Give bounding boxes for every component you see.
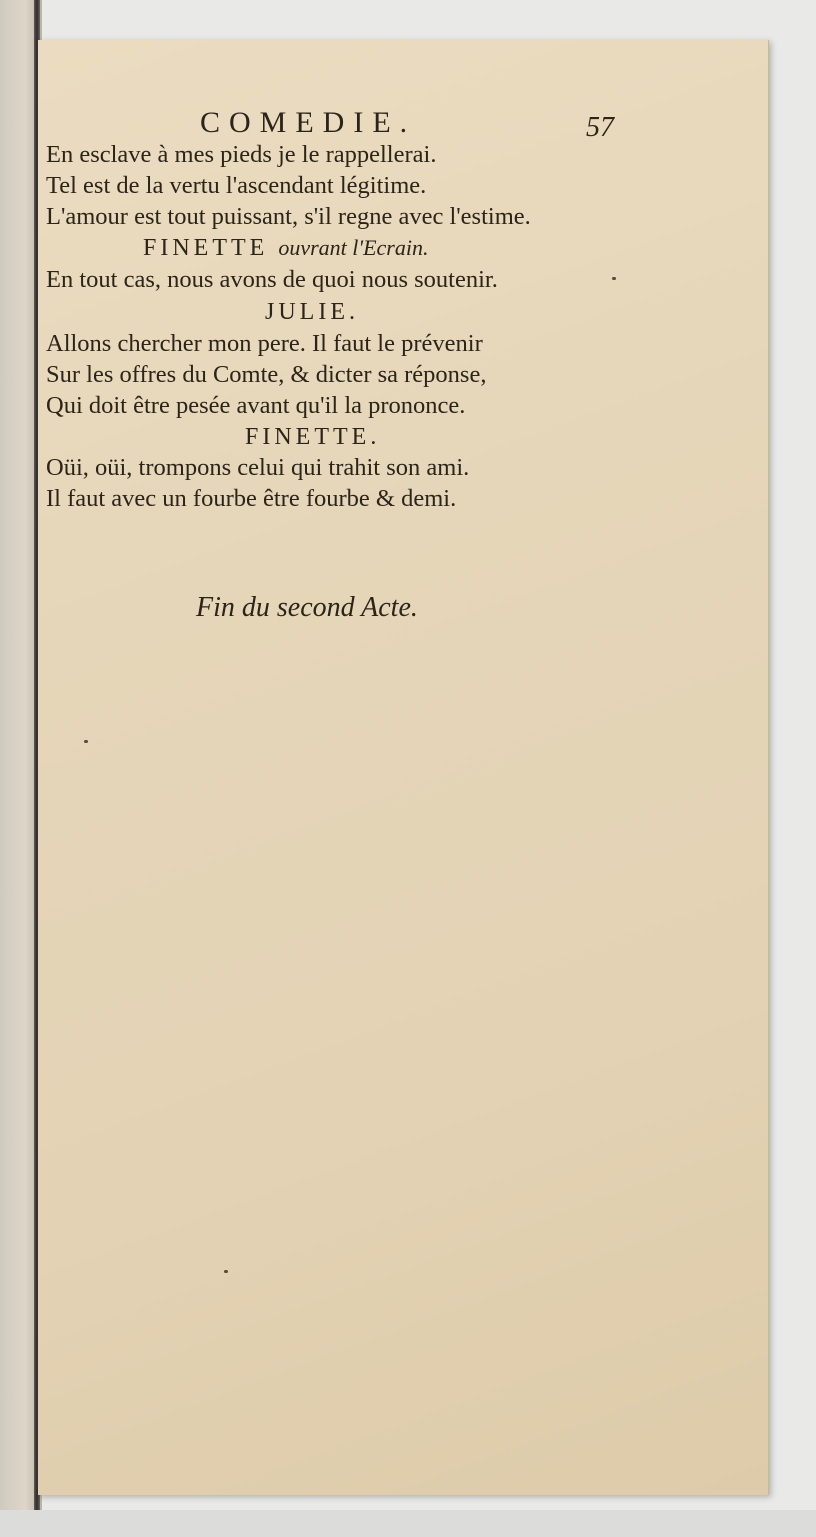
ink-speck (84, 740, 88, 743)
speaker-name: FINETTE (143, 235, 269, 261)
verse-line: Sur les offres du Comte, & dicter sa réponse, (46, 361, 487, 388)
verse-line: Qui doit être pesée avant qu'il la prononce. (46, 392, 466, 419)
verse-line: Il faut avec un fourbe être fourbe & demi. (46, 485, 457, 512)
speaker-heading (143, 233, 428, 263)
page-number: 57 (586, 112, 614, 143)
speaker-heading (265, 297, 359, 327)
speaker-heading (245, 422, 380, 452)
book-page (38, 40, 769, 1495)
stage-direction: ouvrant l'Ecrain. (278, 235, 429, 260)
verse-line: En tout cas, nous avons de quoi nous soutenir. (46, 266, 498, 293)
verse-line: Oüi, oüi, trompons celui qui trahit son ami. (46, 454, 470, 481)
end-of-act: Fin du second Acte. (196, 592, 418, 623)
page-content (38, 40, 768, 1495)
ink-speck (612, 277, 616, 280)
running-head: COMEDIE. (200, 106, 417, 139)
speaker-name: FINETTE. (245, 424, 381, 450)
verse-line: En esclave à mes pieds je le rappellerai. (46, 141, 437, 168)
verse-line: Allons chercher mon pere. Il faut le prévenir (46, 330, 483, 357)
speaker-name: JULIE. (265, 299, 359, 325)
scan-background (0, 1510, 816, 1537)
verse-line: L'amour est tout puissant, s'il regne avec l'estime. (46, 203, 531, 230)
ink-speck (224, 1270, 228, 1273)
verse-line: Tel est de la vertu l'ascendant légitime. (46, 172, 427, 199)
